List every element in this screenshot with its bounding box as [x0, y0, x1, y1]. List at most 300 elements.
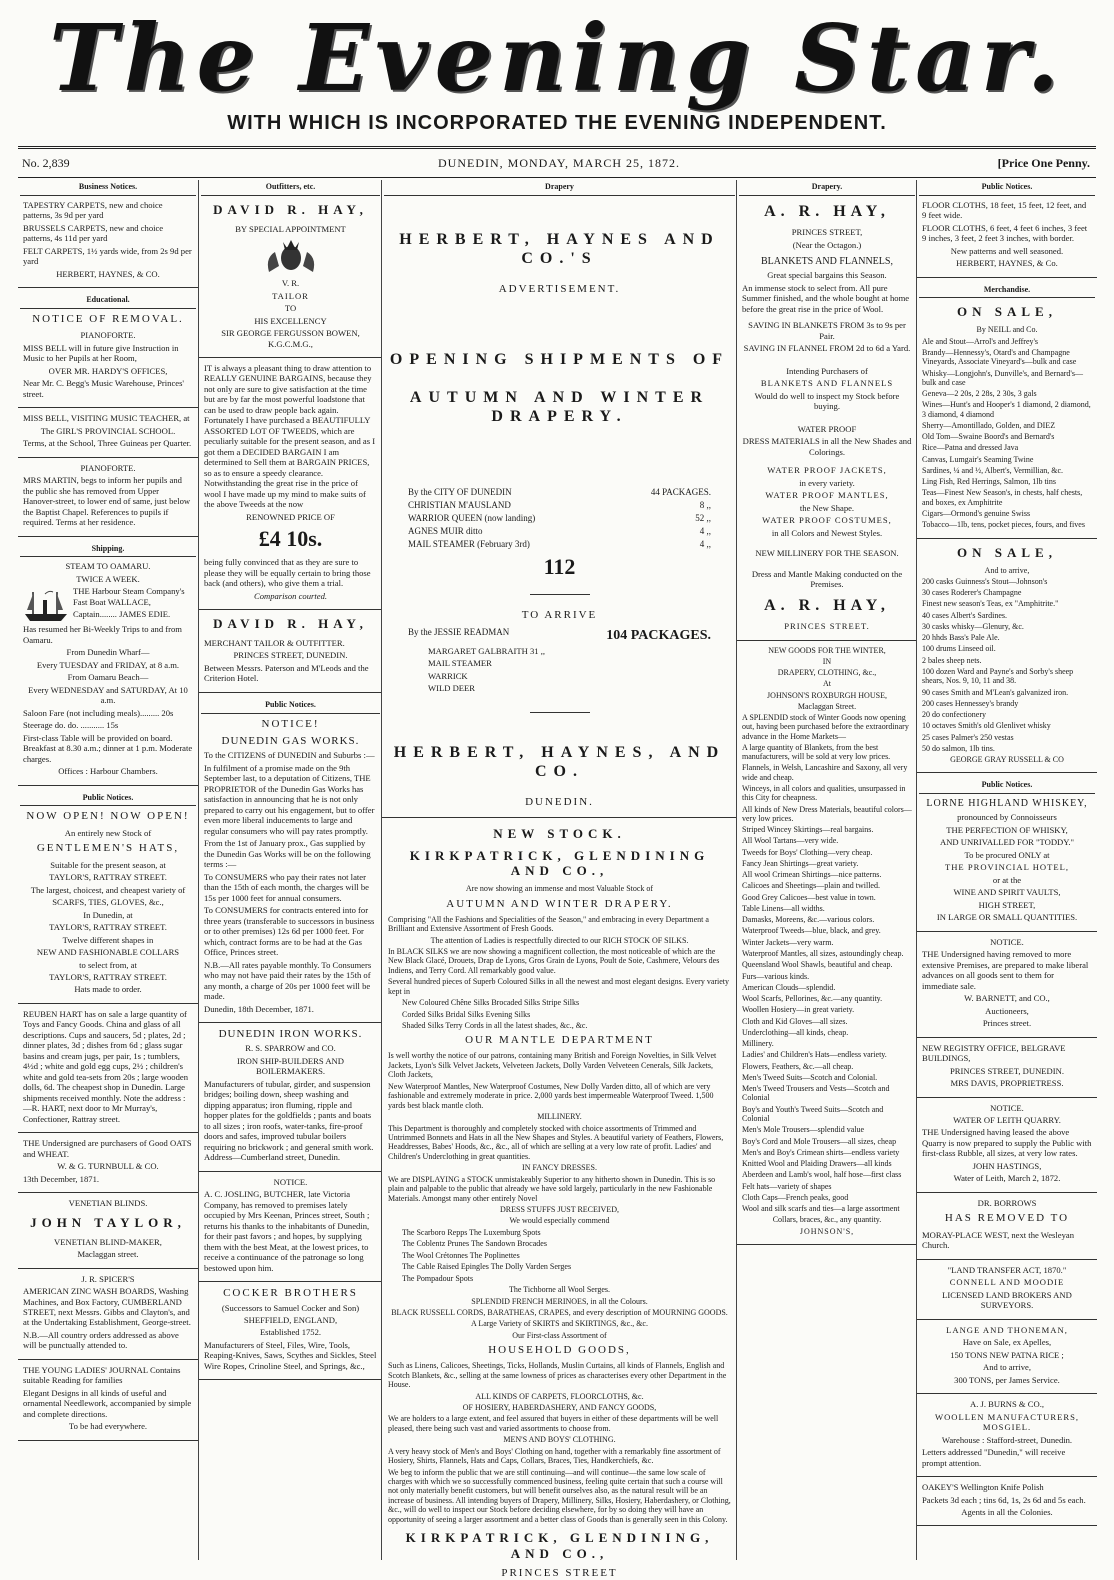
ad-line: Boy's Cord and Mole Trousers—all sizes, cheap — [742, 1136, 897, 1146]
ad-line: HERBERT, HAYNES, & Co. — [956, 258, 1058, 269]
registry-office-ad — [917, 1043, 1097, 1098]
ad-line: TAYLOR'S, RATTRAY STREET. — [49, 922, 167, 933]
ad-line: JOHNSON'S ROXBURGH HOUSE, — [767, 690, 887, 700]
ad-line: We are DISPLAYING a STOCK unmistakeably Superior to any hitherto shown in Dunedin. This is so plain and palpable to the public that already we have sold largely, particularly in the new Fashionable Materials. Amongst many other entirely Novel — [388, 1174, 716, 1203]
ad-line: From Oamaru Beach— — [67, 672, 149, 683]
ad-line: 30 cases Roderer's Champagne — [922, 588, 1022, 598]
ad-line: An entirely new Stock of — [64, 827, 152, 838]
ad-line: Striped Wincey Skirtings—real bargains. — [742, 825, 874, 835]
ad-line: PRINCES STREET — [501, 1566, 618, 1579]
ad-line: N.B.—All country orders addressed as above will be punctually attended to. — [23, 1329, 179, 1351]
music-teacher-ad — [18, 413, 198, 457]
ad-heading: ON SALE, — [957, 304, 1057, 320]
ad-line: SAVING IN FLANNEL FROM 2d to 6d a Yard. — [743, 343, 911, 354]
ad-line: NEW AND FASHIONABLE COLLARS — [36, 947, 180, 958]
ad-line: We beg to inform the public that we are still continuing—and will continue—the same low scale of charges with which we so successfully commenced business, feeling quite certain that such a course will not only materially benefit customers, but will benefit ourselves also, as the natural result will be an increase of business. All intending buyers of Drapery, Millinery, Silks, Hosiery, Haberdashery, or Clothing, &c., will do well to inspect our Stock before deciding elsewhere, for by so doing they will have an opportunity of seeing a larger assortment and a better class of Goods than is generally seen in this Colony. — [388, 1467, 731, 1524]
ad-line: The Wool Crétonnes The Poplinettes — [402, 1250, 520, 1260]
divider — [530, 594, 590, 595]
ad-heading: A. R. HAY, — [764, 202, 890, 220]
ad-line: Water of Leith, March 2, 1872. — [953, 1173, 1061, 1184]
masthead — [0, 0, 1114, 150]
ad-line: The Cable Raised Epingles The Dolly Varden Serges — [402, 1262, 572, 1272]
ad-line: WATER OF LEITH QUARRY. — [953, 1114, 1061, 1125]
ad-line: Our First-class Assortment of — [512, 1330, 607, 1340]
ad-line: Furs—various kinds. — [742, 971, 810, 981]
ad-line: An immense stock to select from. All pure Summer finished, and the whole bought at home before the great rise in the price of Wool. — [742, 282, 910, 314]
package-row: MAIL STEAMER (February 3rd) 4 ,, — [408, 538, 711, 549]
hh-shipments-ad — [382, 230, 737, 810]
ad-line: Boy's and Youth's Tweed Suits—Scotch and Colonial — [742, 1104, 884, 1123]
ad-line: LICENSED LAND BROKERS AND SURVEYORS. — [942, 1289, 1072, 1311]
ad-line: Saloon Fare (not including meals)......... 20s — [23, 707, 174, 718]
ad-line: 300 TONS, per James Service. — [954, 1374, 1060, 1385]
ad-line: Men's Mole Trousers—splendid value — [742, 1125, 865, 1135]
ad-line: IN LARGE OR SMALL QUANTITIES. — [936, 912, 1078, 923]
ad-line: DRAPERY, CLOTHING, &c., — [777, 668, 877, 678]
ad-heading: KIRKPATRICK, GLENDINING, AND CO., — [405, 1530, 714, 1561]
ad-line: Established 1752. — [259, 1327, 322, 1338]
ad-line: FELT CARPETS, 1½ yards wide, from 2s 9d per yard — [23, 245, 192, 267]
steamship-icon — [23, 588, 69, 624]
ad-body: IT is always a pleasant thing to draw attention to REALLY GENUINE BARGAINS, because they not only are sure to give satisfaction at the time but are by far the most powerful loadstone that can be used to draw people back again. Fortunately I have purchased a BEAUTIFULLY ASSORTED LOT OF TWEEDS, which are peculiarly suitable for the present season, and as I got them a DECIDED BARGAIN I am determined to Sell them at BARGAIN PRICES, so as to ensure a speedy clearance. Notwithstanding the great rise in the price of wool I have made up my mind to make suits of the above Tweeds at the now — [204, 363, 376, 510]
ad-line: Shaded Silks Terry Cords in all the latest shades, &c., &c. — [402, 1021, 588, 1031]
package-row: AGNES MUIR ditto 4 ,, — [408, 525, 711, 536]
ad-heading: DUNEDIN GAS WORKS. — [221, 734, 360, 747]
ad-line: DRESS MATERIALS in all the New Shades and Colorings. — [742, 436, 912, 457]
ad-line: 2 bales sheep nets. — [922, 655, 982, 665]
ad-line: A SPLENDID stock of Winter Goods now opening out, having been purchased before the extraordinary advance in the Home Markets— — [742, 713, 909, 741]
ad-line: To the CITIZENS of DUNEDIN and Suburbs :— — [204, 750, 375, 761]
section-heading: Public Notices. — [201, 698, 380, 714]
ad-line: 90 cases Smith and M'Lean's galvanized iron. — [922, 687, 1069, 697]
ad-heading: NOTICE. — [273, 1176, 308, 1187]
ad-line: TAPESTRY CARPETS, new and choice patterns, 3s 9d per yard — [23, 199, 163, 221]
ad-line: W. BARNETT, and CO., — [964, 993, 1050, 1004]
ad-line: PRINCES STREET, DUNEDIN. — [233, 650, 348, 661]
ad-line: 10 octaves Smith's old Glenlivet whisky — [922, 721, 1051, 731]
ad-line: Near Mr. C. Begg's Music Warehouse, Princes' street. — [23, 378, 184, 399]
ad-line: A. C. JOSLING, BUTCHER, late Victoria Company, has removed to premises lately occupied by Mrs Keenan, Princes street, South ; returns his thanks to the inhabitants of Dunedin, for their past favors ; and hopes, by supplying them with the best Meat, at the lowest prices, to receive a continuance of the patronage so long bestowed upon him. — [204, 1189, 370, 1273]
divider — [530, 712, 590, 713]
section-heading: Business Notices. — [20, 180, 196, 196]
columns — [18, 180, 1096, 1579]
ad-line: Waterproof Mantles, all sizes, astoundingly cheap. — [742, 949, 904, 958]
ad-line: NEW REGISTRY OFFICE, BELGRAVE BUILDINGS, — [922, 1042, 1066, 1064]
column-3 — [381, 180, 737, 1579]
ad-heading: A. J. BURNS & CO., — [969, 1399, 1045, 1410]
ad-line: SCARFS, TIES, GLOVES, &c., — [52, 897, 164, 908]
ad-line: 200 casks Guinness's Stout—Johnson's — [922, 576, 1048, 586]
column-1 — [18, 180, 198, 1560]
ad-line: MISS BELL will in future give Instruction in Music to her Pupils at her Room, — [23, 342, 179, 364]
ad-line: Collars, braces, &c., any quantity. — [772, 1215, 882, 1225]
section-heading: Public Notices. — [919, 778, 1095, 794]
ad-line: Table Linens—all widths. — [742, 903, 825, 913]
ad-line: Wool and silk scarfs and ties—a large assortment — [742, 1204, 900, 1214]
ad-heading: PIANOFORTE. — [80, 462, 136, 473]
ad-line: THE Harbour Steam Company's Fast Boat WALLACE, — [73, 586, 185, 607]
ad-line: Ling Fish, Red Herrings, Salmon, 1lb tins — [922, 477, 1056, 487]
ad-line: In BLACK SILKS we are now showing a magnificent collection, the most noticeable of which are the New Black Glacé, Drouets, Drap de Lyons, Gros Grain de Lyons, Poult de Soie, Cashmere, Velours des Indiens, and Terry Cord. All remarkably good value. — [388, 946, 720, 975]
ad-line: Ale and Stout—Arrol's and Jeffrey's — [922, 336, 1039, 346]
ad-line: The Pompadour Spots — [402, 1273, 474, 1283]
ad-line: We would especially commend — [509, 1216, 610, 1226]
ad-line: AND UNRIVALLED FOR "TODDY." — [939, 837, 1075, 848]
package-row: By the JESSIE READMAN 104 PACKAGES. — [408, 626, 711, 643]
removal-notice — [18, 313, 198, 408]
ad-heading: HERBERT, HAYNES, AND CO. — [393, 743, 726, 781]
ad-line: OVER MR. HARDY'S OFFICES, — [48, 365, 168, 376]
ad-line: Men's Tweed Suits—Scotch and Colonial. — [742, 1072, 878, 1082]
ad-line: Several hundred pieces of Superb Coloured Silks in all the newest and most elegant designs. Every variety kept in — [388, 977, 730, 996]
ad-line: Dress and Mantle Making conducted on the Premises. — [751, 568, 903, 590]
ad-line: BY SPECIAL APPOINTMENT — [235, 223, 346, 234]
ad-line: New Waterproof Mantles, New Waterproof Costumes, New Dolly Varden ditto, all of which are very fashionable and extremely moderate in price. 2,000 yards best impermeable Waterproof Tweed. 1,500 yards best black mantle cloth. — [388, 1081, 714, 1110]
ad-line: in every variety. — [799, 477, 855, 488]
ad-heading: DR. BORROWS — [977, 1197, 1037, 1208]
ad-line: R. S. SPARROW and CO. — [245, 1043, 336, 1054]
ad-line: All kinds of New Dress Materials, beautiful colors—very low prices. — [742, 804, 912, 823]
ad-line: THE PERFECTION OF WHISKY, — [946, 824, 1068, 835]
ad-line: Wines—Hunt's and Hooper's 1 diamond, 2 diamond, 3 diamond, 4 diamond — [922, 400, 1091, 419]
ad-line: MAIL STEAMER — [428, 658, 492, 669]
ad-line: Cigars—Ormond's genuine Swiss — [922, 509, 1031, 518]
section-heading: Shipping. — [20, 542, 196, 558]
ad-subheading: DUNEDIN. — [525, 795, 594, 808]
ad-heading: J. R. SPICER'S — [81, 1273, 135, 1284]
issue-number: No. 2,839 — [22, 156, 70, 170]
ad-line: SPLENDID FRENCH MERINOES, in all the Colours. — [471, 1296, 648, 1306]
ad-line: being fully convinced that as they are sure to please they will be equally certain to bring those back (and others), who give them a trial. — [204, 557, 371, 589]
ad-line: To CONSUMERS for contracts entered into for three years (transferable to successors in business or to other premises) 12s 6d per 1000 feet. For which, contract forms are to be had at the Gas Office, Princes street. — [204, 905, 375, 958]
ad-line: Winter Jackets—very warm. — [742, 937, 834, 947]
ad-line: Between Messrs. Paterson and M'Leods and the Criterion Hotel. — [204, 662, 369, 684]
ad-line: A very heavy stock of Men's and Boys' Clothing on hand, together with a remarkably fine assortment of Hosiery, Shirts, Flannels, Hats and Caps, Collars, Braces, Ties, Handkerchiefs, &c. — [388, 1446, 721, 1466]
ad-body: REUBEN HART has on sale a large quantity of Toys and Fancy Goods. China and glass of all descriptions. Cups and saucers, 5d ; plates, 2d ; dinner plates, 3d ; dishes from 6d ; glass sugar basins and cream jugs, per pair, 1s ; tumblers, 4½d ; white and gold egg cups, 2½ ; children's white and gold tea-sets from 20s ; large wooden dolls, 6d. The cheapest shop in Dunedin. Large shipments received monthly. Note the address :—R. HART, next door to Mr Murray's, Confectioner, Rattray street. — [23, 1008, 188, 1124]
ad-line: This Department is thoroughly and completely stocked with choice assortments of Trimmed and Untrimmed Bonnets and Hats in all the New Shapes and Styles. A beautiful variety of Feathers, Flowers, Headdresses, Babes' Hoods, &c., &c., all of which are selling at a very low rate of profit. Ladies' and Children's Underclothing in great quantities. — [388, 1123, 724, 1161]
ad-line: 20 hhds Bass's Pale Ale. — [922, 633, 1000, 643]
ad-heading: LANGE AND THONEMAN, — [946, 1324, 1068, 1335]
ad-heading: A. R. HAY, — [764, 596, 890, 614]
ad-line: Cloth and Kid Gloves—all sizes. — [742, 1016, 848, 1026]
ad-line: MARGARET GALBRAITH 31 ,, — [428, 645, 546, 656]
ad-line: And to arrive, — [984, 565, 1030, 575]
ad-line: Maclaggan street. — [77, 1249, 139, 1260]
ad-line: Has resumed her Bi-Weekly Trips to and from Oamaru. — [23, 624, 182, 645]
ad-line: NEW GOODS FOR THE WINTER, — [768, 645, 886, 655]
ad-line: Great special bargains this Season. — [767, 270, 887, 281]
ad-line: Every WEDNESDAY and SATURDAY, At 10 a.m. — [28, 684, 188, 706]
ad-subheading: AUTUMN AND WINTER DRAPERY. — [446, 897, 673, 910]
ad-line: Comparison courted. — [253, 590, 328, 601]
ad-line: JOHNSON'S, — [799, 1226, 855, 1236]
ad-heading: HERBERT, HAYNES AND CO.'S — [399, 230, 720, 268]
floorcloths-ad — [917, 200, 1097, 278]
ad-line: SIR GEORGE FERGUSSON BOWEN, K.G.C.M.G., — [221, 328, 360, 349]
ad-line: The Coblentz Prunes The Sandown Brocades — [402, 1239, 547, 1249]
ad-line: To be had everywhere. — [68, 1421, 148, 1432]
ad-line: NEW MILLINERY FOR THE SEASON. — [755, 548, 899, 559]
ad-line: MRS MARTIN, begs to inform her pupils and the public she has removed from Upper Hanover-street, to lower end of same, just below the Baptist Chapel. References to pupils if required. Terms at her residence. — [23, 475, 191, 528]
ad-line: Aberdeen and Lamb's wool, half hose—first class — [742, 1170, 902, 1180]
ad-heading: NOTICE. — [990, 1102, 1024, 1113]
ad-line: W. & G. TURNBULL & CO. — [57, 1161, 159, 1172]
ad-heading: VENETIAN BLINDS. — [68, 1198, 148, 1209]
grain-ad — [18, 1138, 198, 1193]
ad-line: WILD DEER — [428, 683, 476, 694]
issue-price: [Price One Penny. — [997, 156, 1090, 170]
ad-heading: KIRKPATRICK, GLENDINING AND CO., — [409, 847, 710, 878]
section-heading: Public Notices. — [20, 791, 196, 807]
ad-line: TAILOR — [272, 290, 309, 301]
package-total: 112 — [543, 553, 576, 579]
ad-line: FLOOR CLOTHS, 6 feet, 4 feet 6 inches, 3 feet 9 inches, 3 feet, 2 feet 3 inches, with border. — [922, 222, 1088, 244]
ad-line: Brandy—Hennessy's, Otard's and Champagne Vineyards, Associate Vineyard's—bulk and case — [922, 348, 1077, 367]
ad-line: WATER PROOF — [797, 423, 857, 434]
ad-line: WINE AND SPIRIT VAULTS, — [953, 887, 1061, 898]
ad-line: Such as Linens, Calicoes, Sheetings, Ticks, Hollands, Muslin Curtains, all kinds of Flannels, English and Scotch Blankets, &c., selling at the same lowness of prices as characterises every other Department in the House. — [388, 1361, 727, 1390]
ad-heading: DAVID R. HAY, — [213, 616, 368, 632]
ad-line: "LAND TRANSFER ACT, 1870." — [947, 1264, 1067, 1275]
ad-line: Steerage do. do. ........... 15s — [23, 720, 119, 731]
ad-line: In fulfilment of a promise made on the 9th September last, to a deputation of Citizens, THE PROPRIETOR of the Dunedin Gas Works has satisfaction in announcing that he is not only prepared to carry out his engagement, but to offer even more liberal inducements to large and regular consumers who will pay rates promptly. — [204, 762, 375, 836]
carpets-ad — [18, 200, 198, 288]
ad-subheading: TWICE A WEEK. — [76, 573, 140, 584]
ad-line: Canvas, Lumgair's Seaming Twine — [922, 454, 1034, 464]
ad-line: American Clouds—splendid. — [742, 982, 836, 992]
ad-line: THE YOUNG LADIES' JOURNAL Contains suitable Reading for families — [23, 1364, 181, 1386]
ad-line: pronounced by Connoisseurs — [957, 812, 1057, 823]
ad-line: Queensland Wool Shawls, beautiful and cheap. — [742, 960, 893, 970]
ad-line: Wool Scarfs, Pellorines, &c.—any quantity. — [742, 994, 883, 1004]
ad-line: Dunedin, 18th December, 1871. — [204, 1003, 314, 1014]
ad-line: MERCHANT TAILOR & OUTFITTER. — [204, 637, 345, 648]
ad-line: TAYLOR'S, RATTRAY STREET. — [49, 872, 167, 883]
ad-line: 200 cases Hennessey's brandy — [922, 698, 1019, 708]
ad-line: TAYLOR'S, RATTRAY STREET. — [49, 971, 167, 982]
ad-line: Princes street. — [982, 1018, 1032, 1029]
ad-line: HIGH STREET, — [978, 899, 1036, 910]
ad-line: Men's and Boy's Crimean shirts—endless variety — [742, 1147, 900, 1157]
ad-line: GENTLEMEN'S HATS, — [36, 842, 180, 855]
ad-line: (Successors to Samuel Cocker and Son) — [221, 1302, 360, 1313]
ad-line: TO — [284, 303, 297, 314]
ad-line: GEORGE GRAY RUSSELL & CO — [950, 755, 1064, 765]
ad-line: IN — [822, 656, 832, 666]
tweeds-ad — [199, 363, 382, 610]
cocker-brothers-ad — [199, 1287, 382, 1380]
package-row: By the CITY OF DUNEDIN 44 PACKAGES. — [408, 486, 711, 497]
ad-line: Felt hats—variety of shapes — [742, 1181, 832, 1191]
newspaper-title: The Evening Star. — [49, 4, 1065, 112]
ad-line: RENOWNED PRICE OF — [246, 511, 335, 522]
ad-subheading: TO ARRIVE — [521, 609, 598, 622]
newspaper-subtitle: WITH WHICH IS INCORPORATED THE EVENING INDEPENDENT. — [227, 112, 887, 134]
ad-line: WOOLLEN MANUFACTURERS, MOSGIEL. — [934, 1411, 1080, 1433]
ad-heading: CONNELL AND MOODIE — [949, 1277, 1065, 1288]
ad-line: HIS EXCELLENCY — [254, 315, 327, 326]
ad-line: The largest, choicest, and cheapest variety of — [30, 884, 186, 895]
ad-line: Finest new season's Teas, ex "Amphitrite." — [922, 599, 1059, 609]
ad-line: Letters addressed "Dunedin," will receive prompt attention. — [922, 1447, 1066, 1468]
ar-hay-ad — [737, 202, 917, 641]
ad-line: Twelve different shapes in — [62, 934, 154, 945]
ad-line: JOHN HASTINGS, — [972, 1160, 1042, 1171]
whiskey-ad — [917, 798, 1097, 932]
rice-ad — [917, 1325, 1097, 1394]
ad-line: Waterproof Tweeds—blue, black, and grey. — [742, 926, 881, 936]
ad-line: The GIRL'S PROVINCIAL SCHOOL. — [40, 425, 176, 436]
merchant-tailor-ad — [199, 616, 382, 693]
tailor-appointment-ad — [199, 202, 382, 358]
ad-line: Is well worthy the notice of our patrons, containing many British and Foreign Novelties, in Silk Velvet Jackets, Lyon's Silk Velvet Jackets, Velveteen Jackets, Dolly Varden Velveteen Cenerals, Silk Jackets, Cloth Jackets, — [388, 1051, 717, 1080]
ad-heading: NOTICE. — [990, 936, 1024, 947]
ad-line: Calicoes and Sheetings—plain and twilled. — [742, 881, 880, 891]
ad-line: SAVING IN BLANKETS FROM 3s to 9s per Pair. — [748, 320, 906, 341]
ad-price: £4 10s. — [258, 526, 323, 552]
ad-line: To be procured ONLY at — [964, 849, 1050, 860]
land-brokers-ad — [917, 1265, 1097, 1320]
ad-line: Packets 3d each ; tins 6d, 1s, 2s 6d and 5s each. — [922, 1494, 1086, 1505]
ad-line: First-class Table will be provided on board. Breakfast at 8.30 a.m.; dinner at 1 p.m. Moderate charges. — [23, 732, 193, 764]
issue-date: DUNEDIN, MONDAY, MARCH 25, 1872. — [438, 156, 681, 170]
ad-line: Cloth Caps—French peaks, good — [742, 1192, 849, 1202]
ad-line: Have on Sale, ex Apelles, — [962, 1337, 1052, 1348]
ad-line: 100 dozen Ward and Payne's and Sorby's sheep shears, Nos. 9, 10, 11 and 38. — [922, 667, 1074, 686]
package-row: CHRISTIAN M'AUSLAND 8 ,, — [408, 499, 711, 510]
section-heading: Drapery. — [739, 180, 915, 196]
ad-line: A Large Variety of SKIRTS and SKIRTINGS, &c., &c. — [471, 1319, 648, 1329]
ad-line: WATER PROOF JACKETS, — [767, 465, 887, 476]
ad-line: PRINCES STREET. — [784, 621, 870, 632]
ad-line: 25 cases Palmer's 250 vestas — [922, 732, 1014, 742]
ad-line: The attention of Ladies is respectfully directed to our RICH STOCK OF SILKS. — [430, 935, 689, 945]
ad-line: Suitable for the present season, at — [50, 859, 166, 870]
gas-works-notice — [199, 718, 382, 1023]
woollen-ad — [917, 1399, 1097, 1477]
ad-line: (Near the Octagon.) — [792, 239, 862, 250]
ad-line: VENETIAN BLIND-MAKER, — [54, 1236, 162, 1247]
ad-heading: AUTUMN AND WINTER DRAPERY. — [409, 388, 710, 426]
ad-line: Elegant Designs in all kinds of useful and ornamental Needlework, accompanied by simple and complete directions. — [23, 1387, 192, 1419]
ad-line: Ladies' and Children's Hats—endless variety. — [742, 1050, 887, 1060]
ad-line: V. R. — [281, 278, 300, 289]
ad-line: Terms, at the School, Three Guineas per Quarter. — [23, 438, 192, 449]
quarry-notice — [917, 1103, 1097, 1193]
ad-line: Manufacturers of Steel, Files, Wire, Tools, Reaping-Knives, Saws, Scythes and Sickles, Steel Wire Ropes, Crinoline Steel, and Springs, &c., — [204, 1339, 377, 1371]
ad-subheading: MEN'S AND BOYS' CLOTHING. — [503, 1435, 616, 1445]
section-heading: Drapery — [384, 180, 735, 196]
ad-heading: LORNE HIGHLAND WHISKEY, — [926, 798, 1088, 810]
ad-line: Auctioneers, — [985, 1005, 1029, 1016]
package-row: WARRIOR QUEEN (now landing) 52 ,, — [408, 512, 711, 523]
ad-line: Rice—Patna and dressed Java — [922, 443, 1019, 453]
ad-line: Geneva—2 20s, 2 28s, 2 30s, 3 gals — [922, 389, 1037, 399]
ad-heading: NOTICE! — [261, 717, 320, 730]
ad-line: AMERICAN ZINC WASH BOARDS, Washing Machines, and Box Factory, CUMBERLAND STREET, next Messrs. Gibbs and Clayton's, and at the Undertaking Establishment, George-street. — [23, 1286, 191, 1328]
ad-heading: COCKER BROTHERS — [223, 1287, 358, 1300]
ad-line: Would do well to inspect my Stock before buying. — [754, 390, 900, 412]
dateline — [18, 146, 1096, 178]
ad-line: Good Grey Calicoes—best value in town. — [742, 892, 876, 902]
ad-line: the New Shape. — [799, 502, 855, 513]
ad-line: Fancy Jean Shirtings—great variety. — [742, 858, 859, 868]
ad-line: In Dunedin, at — [83, 909, 133, 920]
ad-subheading: BLANKETS AND FLANNELS, — [761, 256, 893, 268]
ad-subheading: ADVERTISEMENT. — [498, 282, 621, 295]
ad-line: FLOOR CLOTHS, 18 feet, 15 feet, 12 feet, and 9 feet wide. — [922, 199, 1087, 221]
ad-line: Men's Tweed Trousers and Vests—Scotch and Colonial — [742, 1084, 890, 1103]
column-4 — [736, 180, 917, 1560]
ad-line: SHEFFIELD, ENGLAND, — [243, 1315, 338, 1325]
ad-line: Warehouse : Stafford-street, Dunedin. — [941, 1434, 1073, 1445]
neill-on-sale-ad — [917, 304, 1097, 538]
toys-ad — [18, 1009, 198, 1133]
ad-line: WARRICK — [428, 670, 468, 681]
ad-line: To CONSUMERS who pay their rates not later than the 15th of each month, the charges will be 15s per 1000 feet for annual consumers. — [204, 871, 369, 903]
ad-line: THE PROVINCIAL HOTEL, — [944, 862, 1070, 873]
ad-line: HAS REMOVED TO — [944, 1212, 1070, 1225]
ad-line: We are holders to a large extent, and feel assured that buyers in either of these departments will be well pleased, there being such vast and varied assortments to choose from. — [388, 1414, 719, 1433]
ad-line: Are now showing an immense and most Valuable Stock of — [465, 884, 654, 894]
ad-line: Sherry—Amontillado, Golden, and DIEZ — [922, 420, 1056, 430]
ad-line: From Dunedin Wharf— — [66, 647, 150, 658]
johnsons-ad — [737, 646, 917, 1245]
ad-line: Agents in all the Colonies. — [961, 1506, 1053, 1517]
steamer-ad — [18, 561, 198, 785]
ad-line: 50 do salmon, 1lb tins. — [922, 743, 995, 753]
ad-line: Sardines, ¼ and ½, Albert's, Vermillian, &c. — [922, 465, 1064, 475]
knife-polish-ad — [917, 1482, 1097, 1526]
column-5 — [916, 180, 1097, 1560]
washboards-ad — [18, 1274, 198, 1360]
ad-line: Old Tom—Swaine Boord's and Bernard's — [922, 432, 1055, 442]
ad-line: The Tichborne all Wool Serges. — [508, 1285, 611, 1295]
ad-heading: NOTICE OF REMOVAL. — [32, 312, 184, 325]
kg-new-stock-ad — [382, 826, 737, 1580]
iron-works-ad — [199, 1028, 382, 1172]
ad-heading: DAVID R. HAY, — [213, 201, 368, 217]
ad-subheading: OF HOSIERY, HABERDASHERY, AND FANCY GOODS, — [462, 1402, 657, 1412]
column-2 — [198, 180, 382, 1560]
ad-line: Manufacturers of tubular, girder, and suspension bridges; boiling down, sheep washing and dipping apparatus; iron fluming, ripple and hopper plates for the goldfields ; pants and boats to all sizes ; iron roofs, water-tanks, fire-proof doors and safes, improved tubular boilers requiring no brickwork ; and general smith work. Address—Cumberland street, Dunedin. — [204, 1078, 374, 1163]
section-heading: Public Notices. — [919, 180, 1095, 196]
blinds-ad — [18, 1198, 198, 1268]
ad-heading: JOHN TAYLOR, — [30, 1214, 186, 1230]
ad-line: Knitted Wool and Plaiding Drawers—all kinds — [742, 1159, 892, 1169]
ad-line: 150 TONS NEW PATNA RICE ; — [950, 1349, 1064, 1360]
section-heading: Educational. — [20, 293, 196, 309]
ad-line: BLANKETS AND FLANNELS — [760, 378, 894, 389]
ad-line: Woollen Hosiery—in great variety. — [742, 1005, 855, 1015]
ad-line: PRINCES STREET, — [791, 227, 863, 238]
ad-line: Underclothing—all kinds, cheap. — [742, 1027, 849, 1037]
ad-line: All wool Crimean Shirtings—nice patterns. — [742, 870, 882, 880]
ad-line: N.B.—All rates payable monthly. To Consumers who may not have paid their rates by the 15th of any month, a charge of 20s per 1000 feet will be made. — [204, 959, 372, 1002]
ad-line: Damasks, Moreens, &c.—various colors. — [742, 915, 875, 925]
divider — [382, 817, 737, 818]
ad-line: MRS DAVIS, PROPRIETRESS. — [950, 1078, 1064, 1089]
ad-line: to select from, at — [79, 959, 137, 970]
ad-heading: DUNEDIN IRON WORKS. — [218, 1028, 363, 1041]
ad-line: MORAY-PLACE WEST, next the Wesleyan Church. — [922, 1229, 1074, 1251]
ad-subheading: ALL KINDS OF CARPETS, FLOORCLOTHS, &c. — [475, 1391, 644, 1401]
ad-heading: OPENING SHIPMENTS OF — [389, 351, 730, 369]
ad-line: 100 drums Linseed oil. — [922, 644, 996, 654]
ad-subheading: IN FANCY DRESSES. — [522, 1163, 597, 1173]
ad-line: MISS BELL, VISITING MUSIC TEACHER, at — [23, 413, 190, 424]
ad-line: Corded Silks Bridal Silks Evening Silks — [402, 1009, 531, 1019]
